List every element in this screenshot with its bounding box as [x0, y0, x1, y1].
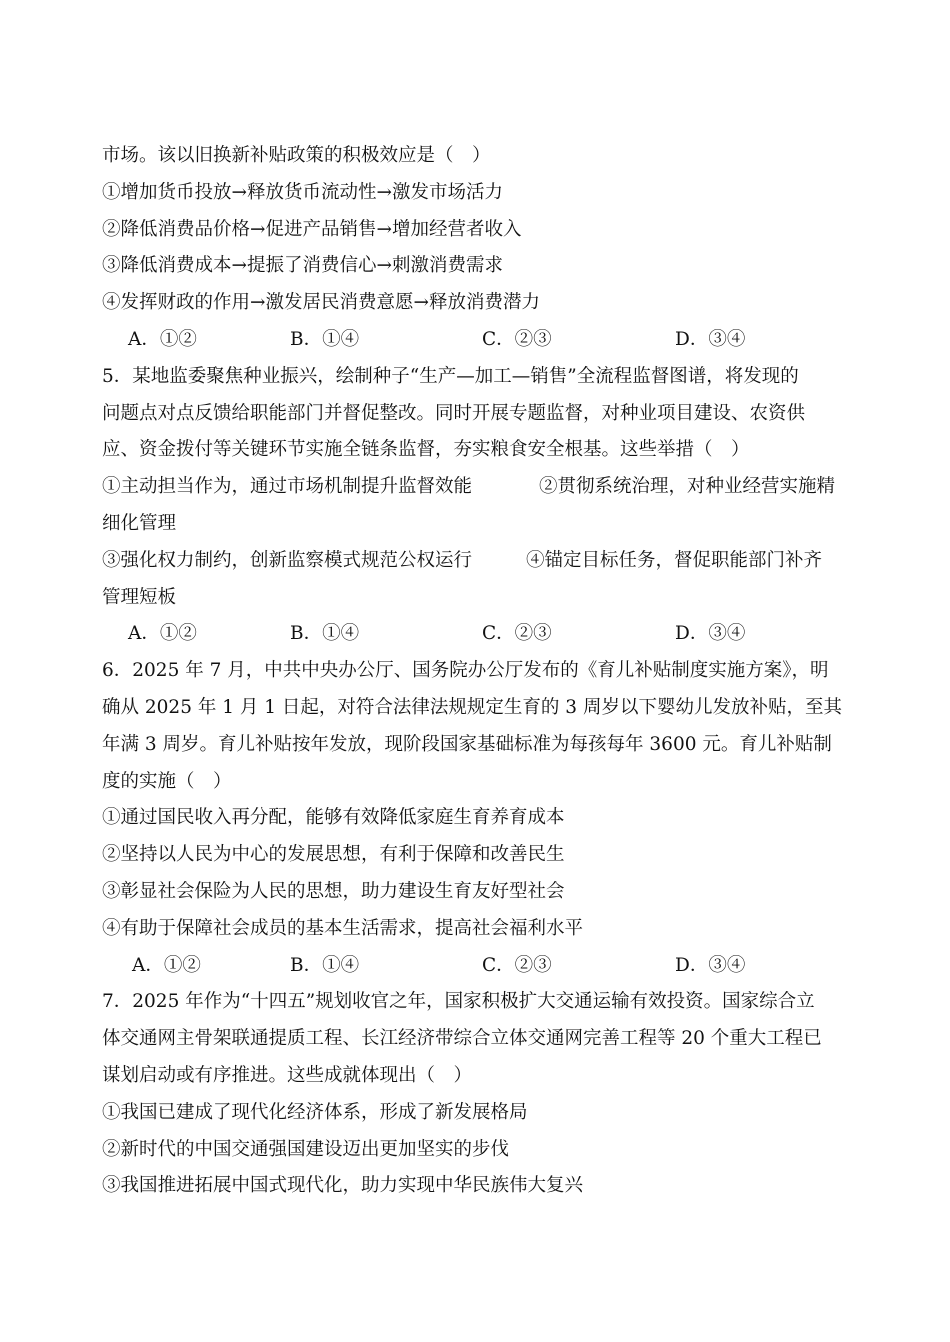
- question-4-stem-tail: 市场。该以旧换新补贴政策的积极效应是（ ）: [102, 145, 491, 166]
- question-5: [102, 359, 852, 653]
- option-a: A．①②: [128, 623, 197, 645]
- question-5-item-4: ④锚定目标任务，督促职能部门补齐: [526, 549, 823, 571]
- question-7-item-1: ①我国已建成了现代化经济体系，形成了新发展格局: [102, 1101, 528, 1123]
- question-5-options: [102, 616, 852, 653]
- option-a: A．①②: [132, 954, 201, 976]
- question-5-item-2-continued: 细化管理: [102, 512, 177, 534]
- question-6-stem-line-4: 度的实施（ ）: [102, 770, 232, 792]
- exam-page: [102, 138, 852, 1205]
- question-6-item-4: ④有助于保障社会成员的基本生活需求，提高社会福利水平: [102, 917, 584, 939]
- question-5-stem-line-3: 应、资金拨付等关键环节实施全链条监督，夯实粮食安全根基。这些举措（ ）: [102, 439, 750, 461]
- option-c: C．②③: [482, 328, 552, 350]
- question-6-item-3: ③彰显社会保险为人民的思想，助力建设生育友好型社会: [102, 880, 565, 902]
- option-c: C．②③: [482, 954, 552, 976]
- question-6-stem-line-3: 年满 3 周岁。育儿补贴按年发放，现阶段国家基础标准为每孩每年 3600 元。育儿补贴制: [102, 733, 832, 755]
- option-d: D．③④: [675, 328, 746, 350]
- question-4-item-1: ①增加货币投放→释放货币流动性→激发市场活力: [102, 181, 504, 203]
- option-c: C．②③: [482, 623, 552, 645]
- option-b: B．①④: [290, 623, 360, 645]
- option-a: A．①②: [128, 328, 197, 350]
- question-6-options: [102, 948, 852, 985]
- question-4: [102, 138, 852, 359]
- question-4-item-3: ③降低消费成本→提振了消费信心→刺激消费需求: [102, 255, 504, 277]
- question-7: [102, 984, 852, 1205]
- question-5-stem-line-2: 问题点对点反馈给职能部门并督促整改。同时开展专题监督，对种业项目建设、农资供: [102, 402, 806, 424]
- question-6-item-1: ①通过国民收入再分配，能够有效降低家庭生育养育成本: [102, 807, 565, 829]
- question-5-item-4-continued: 管理短板: [102, 586, 177, 608]
- question-5-item-3: ③强化权力制约，创新监察模式规范公权运行: [102, 549, 473, 571]
- question-5-item-1: ①主动担当作为，通过市场机制提升监督效能: [102, 476, 473, 498]
- option-b: B．①④: [290, 954, 360, 976]
- question-7-stem-line-1: 7．2025 年作为“十四五”规划收官之年，国家积极扩大交通运输有效投资。国家综合立: [102, 991, 815, 1013]
- question-7-item-3: ③我国推进拓展中国式现代化，助力实现中华民族伟大复兴: [102, 1175, 584, 1197]
- question-6-stem-line-2: 确从 2025 年 1 月 1 日起，对符合法律法规规定生育的 3 周岁以下婴幼儿发放补贴，至其: [102, 696, 842, 718]
- question-4-options: [102, 322, 852, 359]
- option-b: B．①④: [290, 328, 360, 350]
- question-6: [102, 653, 852, 984]
- question-6-stem-line-1: 6．2025 年 7 月，中共中央办公厅、国务院办公厅发布的《育儿补贴制度实施方案》，明: [102, 660, 829, 682]
- question-7-item-2: ②新时代的中国交通强国建设迈出更加坚实的步伐: [102, 1138, 510, 1160]
- question-7-stem-line-3: 谋划启动或有序推进。这些成就体现出（ ）: [102, 1064, 473, 1086]
- question-7-stem-line-2: 体交通网主骨架联通提质工程、长江经济带综合立体交通网完善工程等 20 个重大工程已: [102, 1028, 822, 1050]
- option-d: D．③④: [675, 623, 746, 645]
- question-5-items-row-2: [102, 543, 852, 580]
- question-5-items-row-1: [102, 469, 852, 506]
- question-4-item-2: ②降低消费品价格→促进产品销售→增加经营者收入: [102, 218, 522, 240]
- option-d: D．③④: [675, 954, 746, 976]
- question-4-item-4: ④发挥财政的作用→激发居民消费意愿→释放消费潜力: [102, 292, 541, 314]
- question-5-item-2: ②贯彻系统治理，对种业经营实施精: [539, 476, 836, 498]
- question-5-stem-line-1: 5．某地监委聚焦种业振兴，绘制种子“生产—加工—销售”全流程监督图谱，将发现的: [102, 365, 799, 387]
- question-6-item-2: ②坚持以人民为中心的发展思想，有利于保障和改善民生: [102, 844, 565, 866]
